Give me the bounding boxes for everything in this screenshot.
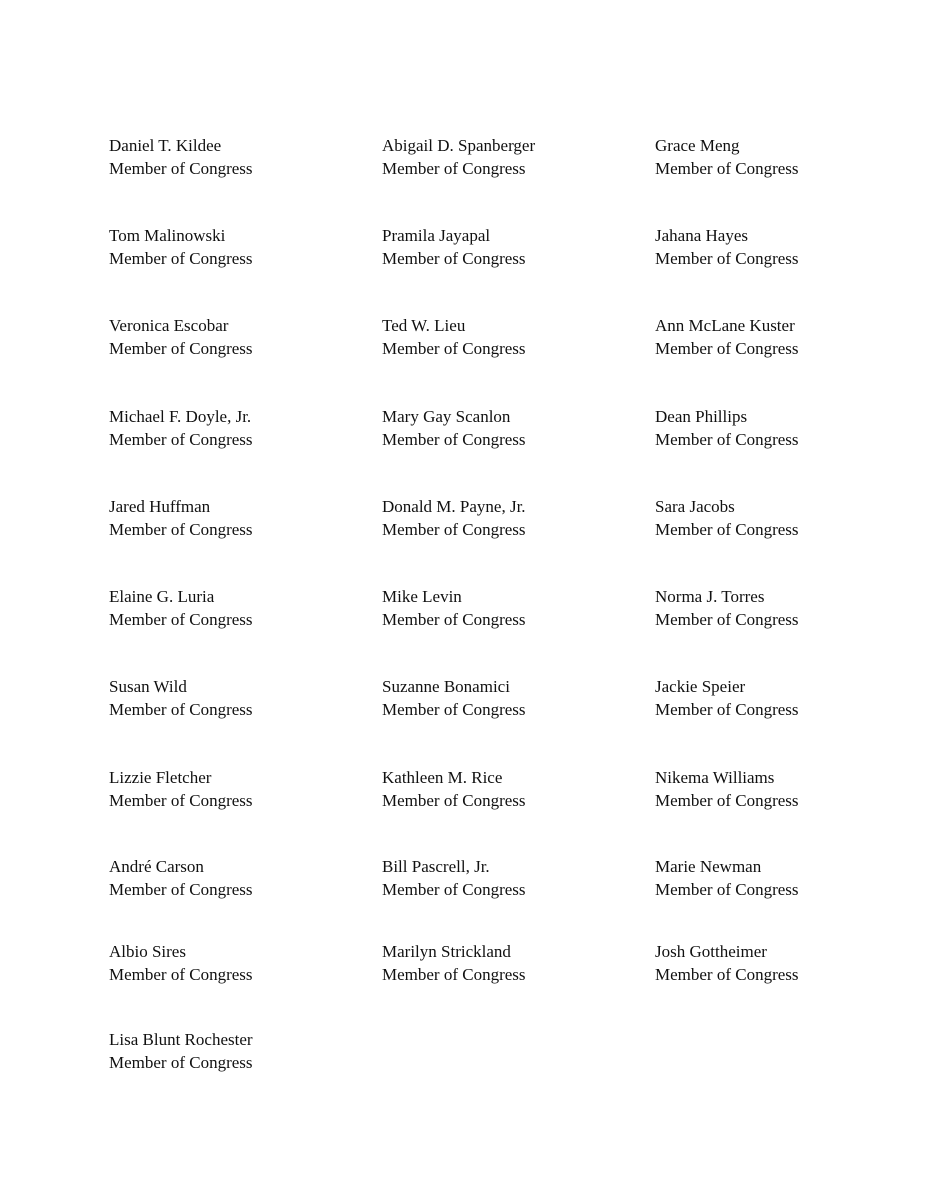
signatory-name: Elaine G. Luria xyxy=(109,587,215,606)
signature-block xyxy=(382,855,526,901)
signatory-name: Michael F. Doyle, Jr. xyxy=(109,407,252,426)
signatory-title: Member of Congress xyxy=(655,610,799,629)
signatory-title: Member of Congress xyxy=(109,430,253,449)
signature-block xyxy=(109,1028,253,1074)
signatory-name: Jahana Hayes xyxy=(655,226,748,245)
signature-block xyxy=(382,585,526,631)
signatory-title: Member of Congress xyxy=(382,249,526,268)
signature-block xyxy=(109,585,253,631)
signatory-title: Member of Congress xyxy=(382,791,526,810)
signatory-name: Mary Gay Scanlon xyxy=(382,407,511,426)
signatory-name: Suzanne Bonamici xyxy=(382,677,510,696)
signature-block xyxy=(109,314,253,360)
signature-block xyxy=(109,405,253,451)
signature-block xyxy=(382,766,526,812)
signatory-name: Nikema Williams xyxy=(655,768,775,787)
signatory-name: Bill Pascrell, Jr. xyxy=(382,857,490,876)
signatory-name: Jackie Speier xyxy=(655,677,746,696)
signatory-name: Ann McLane Kuster xyxy=(655,316,795,335)
signature-block xyxy=(655,314,799,360)
signatory-title: Member of Congress xyxy=(109,339,253,358)
signatory-title: Member of Congress xyxy=(109,1053,253,1072)
signatory-title: Member of Congress xyxy=(109,700,253,719)
signatory-title: Member of Congress xyxy=(109,880,253,899)
signatory-title: Member of Congress xyxy=(655,159,799,178)
signatory-name: Kathleen M. Rice xyxy=(382,768,503,787)
signatory-name: Lizzie Fletcher xyxy=(109,768,212,787)
signatory-name: Abigail D. Spanberger xyxy=(382,136,536,155)
signature-block xyxy=(655,855,799,901)
signatory-title: Member of Congress xyxy=(109,610,253,629)
signature-block xyxy=(655,134,799,180)
signature-block xyxy=(655,766,799,812)
signature-block xyxy=(382,405,526,451)
signature-block xyxy=(382,675,526,721)
signature-block xyxy=(109,224,253,270)
signatory-title: Member of Congress xyxy=(655,700,799,719)
signature-block xyxy=(109,134,253,180)
signatory-title: Member of Congress xyxy=(109,249,253,268)
signatory-name: Norma J. Torres xyxy=(655,587,765,606)
signatory-title: Member of Congress xyxy=(655,339,799,358)
signatory-title: Member of Congress xyxy=(655,430,799,449)
signatory-title: Member of Congress xyxy=(382,610,526,629)
signatory-name: Dean Phillips xyxy=(655,407,748,426)
signatory-title: Member of Congress xyxy=(109,159,253,178)
signatory-name: Susan Wild xyxy=(109,677,187,696)
signature-block xyxy=(382,134,535,180)
signatory-name: Lisa Blunt Rochester xyxy=(109,1030,253,1049)
signature-block xyxy=(655,940,799,986)
signature-block xyxy=(382,495,526,541)
signature-block xyxy=(382,224,526,270)
signatory-name: Sara Jacobs xyxy=(655,497,735,516)
signatory-name: Josh Gottheimer xyxy=(655,942,767,961)
signatory-title: Member of Congress xyxy=(382,430,526,449)
signature-block xyxy=(655,405,799,451)
signature-block xyxy=(382,940,526,986)
signature-block xyxy=(109,675,253,721)
signatory-name: Ted W. Lieu xyxy=(382,316,466,335)
signatory-title: Member of Congress xyxy=(655,965,799,984)
signatory-title: Member of Congress xyxy=(655,791,799,810)
signatory-name: Marilyn Strickland xyxy=(382,942,511,961)
signatory-name: Donald M. Payne, Jr. xyxy=(382,497,526,516)
signatory-title: Member of Congress xyxy=(109,520,253,539)
signatory-title: Member of Congress xyxy=(382,880,526,899)
signatory-title: Member of Congress xyxy=(382,700,526,719)
signatory-title: Member of Congress xyxy=(655,880,799,899)
signatory-name: Daniel T. Kildee xyxy=(109,136,222,155)
signatory-name: André Carson xyxy=(109,857,204,876)
signatory-title: Member of Congress xyxy=(382,965,526,984)
signature-block xyxy=(109,495,253,541)
signatory-name: Pramila Jayapal xyxy=(382,226,491,245)
signature-block xyxy=(655,495,799,541)
signature-block xyxy=(109,766,253,812)
signatory-title: Member of Congress xyxy=(109,791,253,810)
signatory-name: Albio Sires xyxy=(109,942,186,961)
signature-block xyxy=(382,314,526,360)
signatory-name: Mike Levin xyxy=(382,587,462,606)
signature-block xyxy=(655,585,799,631)
signatory-name: Marie Newman xyxy=(655,857,762,876)
signatory-name: Grace Meng xyxy=(655,136,740,155)
signatory-title: Member of Congress xyxy=(382,339,526,358)
signatory-name: Tom Malinowski xyxy=(109,226,226,245)
signature-block xyxy=(109,855,253,901)
signature-block xyxy=(655,675,799,721)
signatory-title: Member of Congress xyxy=(655,249,799,268)
signature-block xyxy=(109,940,253,986)
signatory-name: Jared Huffman xyxy=(109,497,211,516)
signatory-title: Member of Congress xyxy=(655,520,799,539)
signatory-title: Member of Congress xyxy=(109,965,253,984)
signatory-title: Member of Congress xyxy=(382,520,526,539)
signatory-name: Veronica Escobar xyxy=(109,316,229,335)
signature-block xyxy=(655,224,799,270)
signatory-title: Member of Congress xyxy=(382,159,526,178)
